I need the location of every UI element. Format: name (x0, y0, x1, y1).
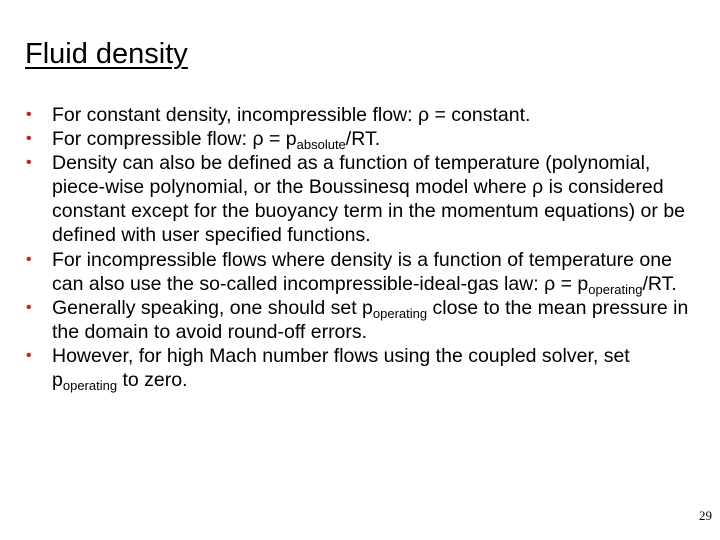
page-number: 29 (699, 508, 712, 523)
bullet-text: /RT. (642, 272, 677, 295)
bullet-item (26, 344, 696, 392)
subscript: operating (62, 378, 118, 394)
bullet-text: However, for high Mach number flows using the coupled solver, set p (52, 344, 630, 392)
subscript: absolute (296, 137, 346, 153)
bullet-text: /RT. (345, 128, 381, 151)
bullet-item (26, 127, 696, 151)
bullet-icon: • (26, 346, 32, 364)
bullet-icon: • (26, 130, 32, 148)
slide-title: Fluid density (25, 38, 188, 70)
bullet-item (26, 248, 696, 296)
bullet-icon: • (26, 298, 32, 316)
bullet-icon: • (26, 106, 32, 123)
bullet-text: For constant density, incompressible flow: ρ = constant. (52, 104, 531, 126)
bullet-icon: • (26, 154, 32, 172)
bullet-text: Density can also be defined as a function of temperature (polynomial, piece-wise polynomial, or the Boussinesq model where ρ is considered constant except for the buoyancy term in the momentum equations) or be defined with user specified functions. (52, 152, 686, 247)
subscript: operating (372, 305, 428, 321)
bullet-text: For compressible flow: ρ = p (52, 128, 297, 151)
bullet-text: Generally speaking, one should set p (52, 296, 373, 319)
bullet-item (26, 103, 696, 127)
bullet-text: to zero. (117, 369, 188, 392)
bullet-item (26, 296, 696, 344)
bullet-text: close to the mean pressure in the domain to avoid round-off errors. (52, 296, 689, 343)
bullet-icon: • (26, 250, 32, 268)
bullet-item (26, 151, 696, 247)
subscript: operating (588, 281, 643, 297)
bullet-text: For incompressible flows where density is a function of temperature one can also use the so-called incompressible-ideal-gas law: ρ = p (52, 248, 672, 295)
bullet-list (26, 103, 696, 392)
